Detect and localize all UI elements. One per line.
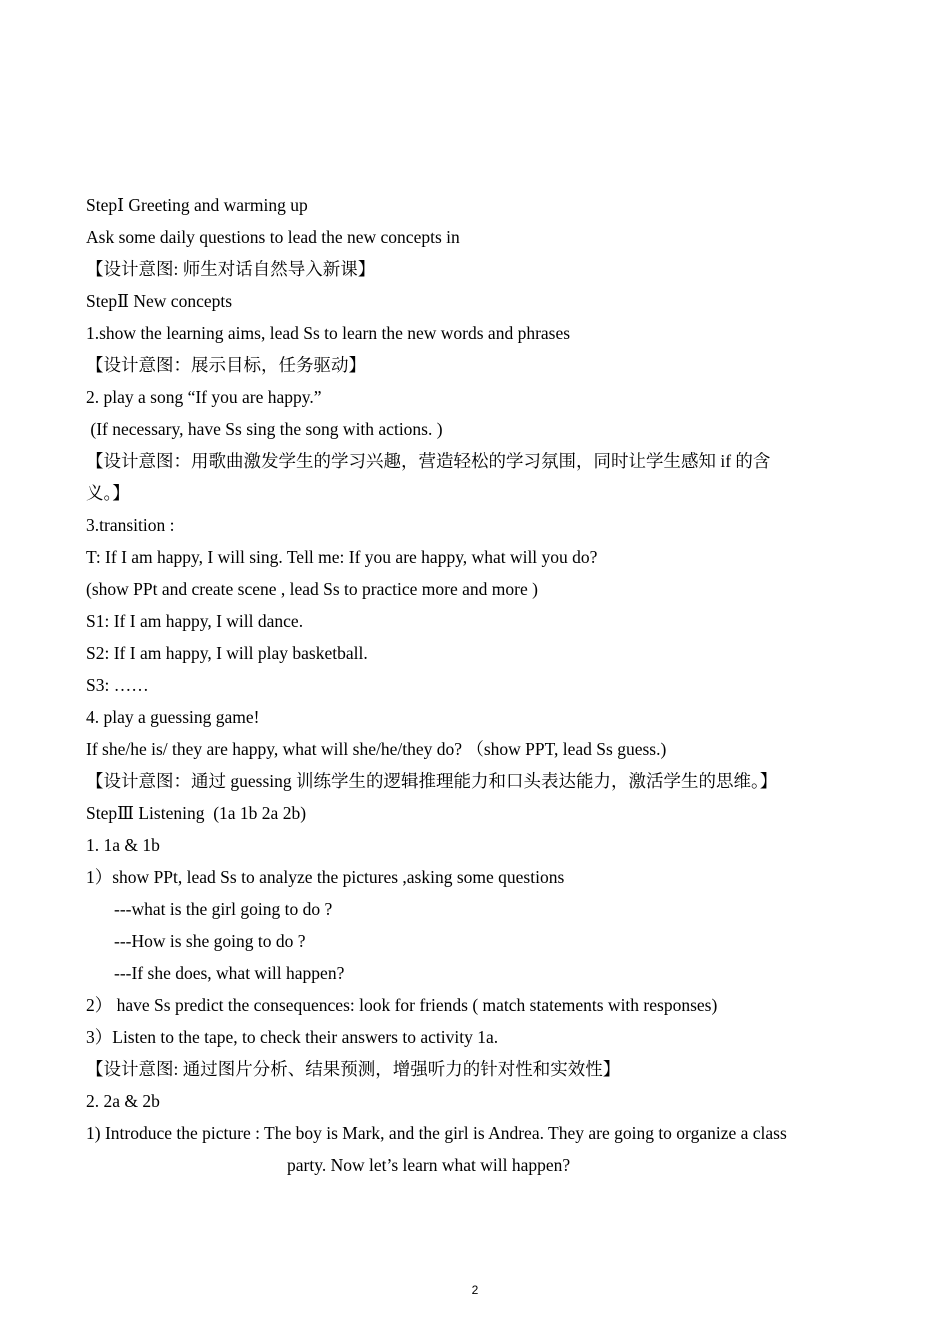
lesson-plan-body [86,189,866,1181]
text-line: 2） have Ss predict the consequences: look for friends ( match statements with responses) [86,995,718,1015]
dialogue-line: S2: If I am happy, I will play basketball. [86,643,368,663]
dialogue-line: T: If I am happy, I will sing. Tell me: If you are happy, what will you do? [86,547,598,567]
text-line: 2. 2a & 2b [86,1091,160,1111]
text-line-continued: party. Now let’s learn what will happen? [287,1155,571,1175]
design-intent-note: 【设计意图：通过 guessing 训练学生的逻辑推理能力和口头表达能力，激活学生的思维。】 [86,771,778,791]
design-intent-note: 【设计意图: 师生对话自然导入新课】 [86,259,376,279]
question-line: ---If she does, what will happen? [114,963,345,983]
step3-heading: StepⅢ Listening (1a 1b 2a 2b) [86,803,307,823]
design-intent-note: 【设计意图: 通过图片分析、结果预测，增强听力的针对性和实效性】 [86,1059,621,1079]
text-line: (If necessary, have Ss sing the song with actions. ) [86,419,443,439]
text-line: 1) Introduce the picture : The boy is Mark, and the girl is Andrea. They are going to organize a class [86,1123,787,1143]
question-line: ---what is the girl going to do ? [114,899,333,919]
dialogue-line: S3: …… [86,675,149,695]
page-number: 2 [471,1283,479,1297]
step1-heading: StepⅠ Greeting and warming up [86,195,308,215]
text-line: 3.transition : [86,515,175,535]
design-intent-note-continued: 义。】 [86,483,130,503]
text-line: 2. play a song “If you are happy.” [86,387,322,407]
text-line: 1. 1a & 1b [86,835,160,855]
text-line: 1.show the learning aims, lead Ss to learn the new words and phrases [86,323,571,343]
question-line: ---How is she going to do ? [114,931,306,951]
text-line: (show PPt and create scene , lead Ss to practice more and more ) [86,579,538,599]
step2-heading: StepⅡ New concepts [86,291,233,311]
text-line: 1）show PPt, lead Ss to analyze the pictures ,asking some questions [86,867,565,887]
text-line: Ask some daily questions to lead the new concepts in [86,227,460,247]
design-intent-note: 【设计意图：用歌曲激发学生的学习兴趣，营造轻松的学习氛围，同时让学生感知 if 的含 [86,451,771,471]
text-line: 3）Listen to the tape, to check their answers to activity 1a. [86,1027,499,1047]
dialogue-line: S1: If I am happy, I will dance. [86,611,304,631]
text-line: 4. play a guessing game! [86,707,260,727]
design-intent-note: 【设计意图：展示目标，任务驱动】 [86,355,366,375]
text-line: If she/he is/ they are happy, what will she/he/they do? （show PPT, lead Ss guess.) [86,739,667,759]
